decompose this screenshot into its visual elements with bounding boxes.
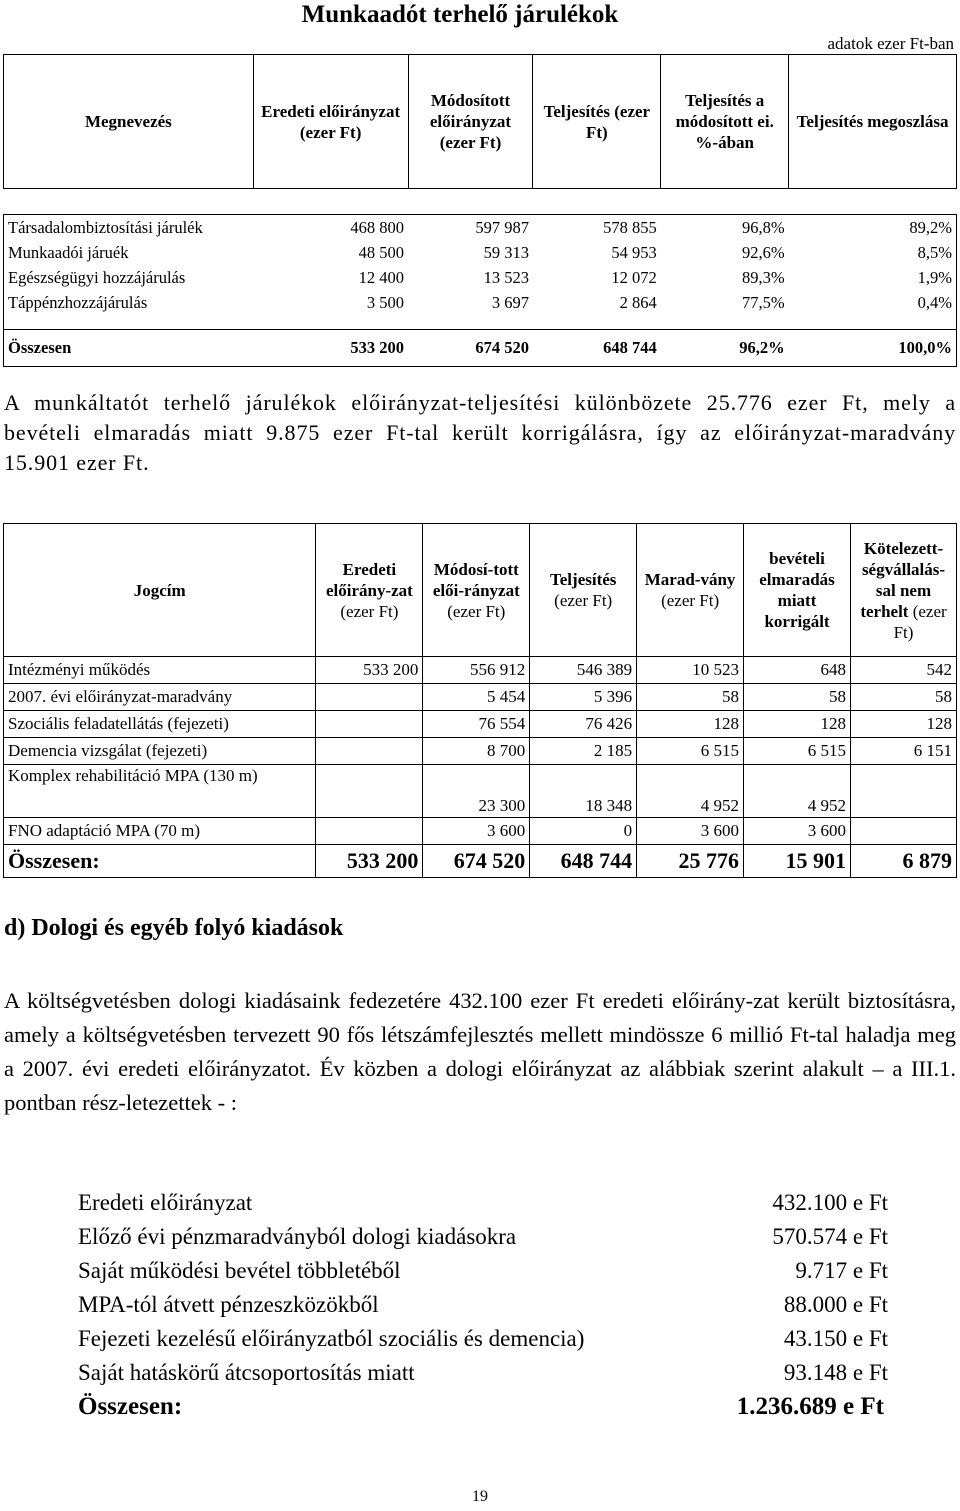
table-row: Intézményi működés 533 200 556 912 546 389 10 523 648 542 (4, 657, 957, 684)
column-header: Marad-vány (ezer Ft) (637, 524, 744, 657)
breakdown-list (78, 1186, 888, 1424)
list-item: MPA-tól átvett pénzeszközökből 88.000 e Ft (78, 1292, 888, 1317)
list-item: Saját hatáskörű átcsoportosítás miatt 93.148 e Ft (78, 1360, 888, 1385)
column-header: Teljesítés (ezer Ft) (533, 55, 661, 189)
table-row: Demencia vizsgálat (fejezeti) 8 700 2 185 6 515 6 515 6 151 (4, 738, 957, 765)
table-row: Táppénzhozzájárulás 3 500 3 697 2 864 77,5% 0,4% (4, 290, 957, 315)
list-total: Összesen: 1.236.689 e Ft (78, 1393, 884, 1420)
paragraph-material-costs: A költségvetésben dologi kiadásaink fedezetére 432.100 ezer Ft eredeti előirány-zat került biztosításra, amely a költségvetésben tervezett 90 fős létszámfejlesztés mellett mindössze 6 millió Ft-tal haladja meg a 2007. évi eredeti előirányzatot. Év közben a dologi előirányzat az alábbiak szerint alakult – a III.1. pontban rész-letezettek - : (4, 988, 956, 1115)
paragraph-difference: A munkáltatót terhelő járulékok előirányzat-teljesítési különbözete 25.776 ezer Ft, mely a bevételi elmaradás miatt 9.875 ezer Ft-tal került korrigálásra, így az előirányzat-maradvány 15.901 ezer Ft. (4, 390, 956, 475)
table-row: Munkaadói járuék 48 500 59 313 54 953 92,6% 8,5% (4, 240, 957, 265)
table-row: Komplex rehabilitáció MPA (130 m) 23 300 18 348 4 952 4 952 (4, 765, 957, 818)
table-row: Szociális feladatellátás (fejezeti) 76 554 76 426 128 128 128 (4, 711, 957, 738)
column-header: Teljesítés (ezer Ft) (530, 524, 637, 657)
page-title: Munkaadót terhelő járulékok (301, 1, 619, 28)
table-total-row: Összesen: 533 200 674 520 648 744 25 776 15 901 6 879 (4, 845, 957, 878)
table-total-row: Összesen 533 200 674 520 648 744 96,2% 100,0% (4, 330, 957, 367)
table-row: FNO adaptáció MPA (70 m) 3 600 0 3 600 3 600 (4, 818, 957, 845)
list-item: Előző évi pénzmaradványból dologi kiadásokra 570.574 e Ft (78, 1224, 888, 1249)
column-header: Módosí-tott elői-rányzat (ezer Ft) (423, 524, 530, 657)
column-header: Jogcím (4, 524, 316, 657)
table-header-row (4, 55, 957, 189)
column-header: Eredeti előirányzat (ezer Ft) (253, 55, 408, 189)
list-item: Eredeti előirányzat 432.100 e Ft (78, 1190, 888, 1215)
column-header: Teljesítés megoszlása (789, 55, 957, 189)
column-header: Megnevezés (4, 55, 254, 189)
table-row: Társadalombiztosítási járulék 468 800 597 987 578 855 96,8% 89,2% (4, 215, 957, 241)
contributions-table (3, 54, 957, 367)
section-heading: d) Dologi és egyéb folyó kiadások (4, 915, 344, 941)
page-number: 19 (472, 1488, 488, 1505)
table-row: Egészségügyi hozzájárulás 12 400 13 523 12 072 89,3% 1,9% (4, 265, 957, 290)
units-note: adatok ezer Ft-ban (827, 34, 954, 53)
table-header-row (4, 524, 957, 657)
column-header: bevételi elmaradás miatt korrigált (744, 524, 851, 657)
remainder-table (3, 523, 957, 878)
column-header: Teljesítés a módosított ei. %-ában (661, 55, 789, 189)
column-header: Módosított előirányzat (ezer Ft) (408, 55, 533, 189)
list-item: Saját működési bevétel többletéből 9.717 e Ft (78, 1258, 888, 1283)
column-header: Kötelezett-ségvállalás-sal nem terhelt (ezer Ft) (850, 524, 956, 657)
column-header: Eredeti előirány-zat (ezer Ft) (316, 524, 423, 657)
table-row: 2007. évi előirányzat-maradvány 5 454 5 396 58 58 58 (4, 684, 957, 711)
list-item: Fejezeti kezelésű előirányzatból szociális és demencia) 43.150 e Ft (78, 1326, 888, 1351)
